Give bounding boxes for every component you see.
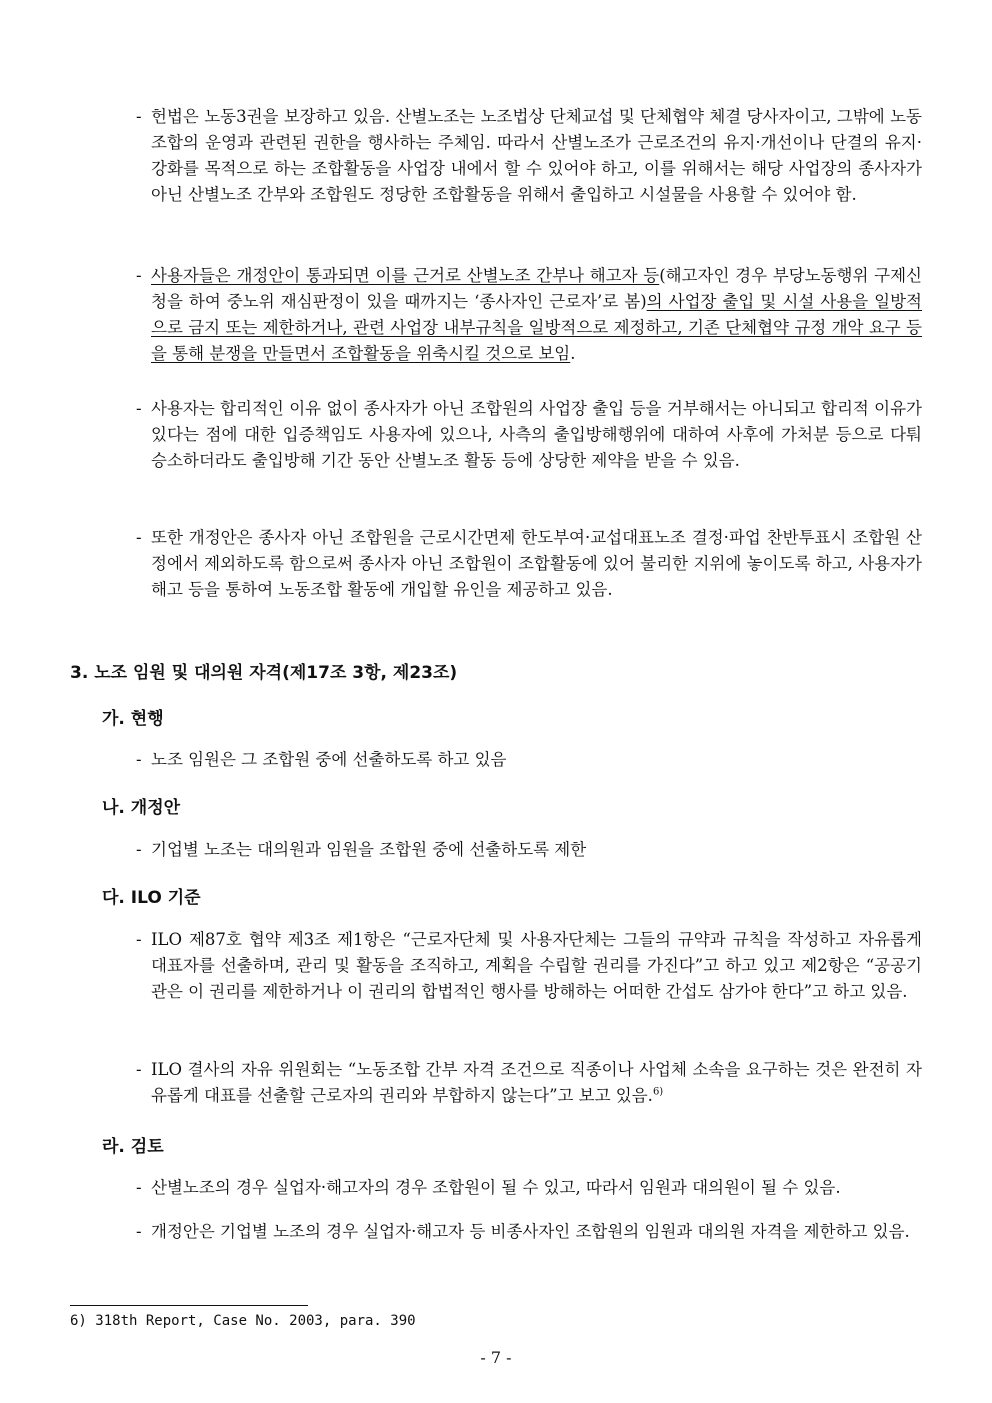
subheading-review: 라. 검토	[102, 1137, 164, 1157]
underlined-text: 의 사업장 출입 및 시설 사용을 일방적으로 금지 또는 제한하거나, 관련 사업장 내부규칙을 일방적으로 제정하고, 기존 단체협약 규정 개악 요구 등을 통해 분쟁을 만들면서 조합활동을 위축시킬 것으로 보임	[151, 292, 922, 363]
bullet-dash: -	[136, 266, 142, 285]
subheading-current: 가. 현행	[102, 709, 164, 729]
subheading-ilo: 다. ILO 기준	[102, 888, 201, 908]
bullet-dash: -	[136, 930, 142, 949]
bullet-dash: -	[136, 399, 142, 418]
current-bullet	[136, 747, 922, 773]
amendment-bullet	[136, 837, 922, 863]
footnote-divider	[70, 1305, 308, 1306]
bullet-dash: -	[136, 1222, 142, 1241]
paragraph-bullet-3	[136, 396, 922, 474]
section-heading: 3. 노조 임원 및 대의원 자격(제17조 3항, 제23조)	[70, 663, 458, 683]
bullet-text: 노조 임원은 그 조합원 중에 선출하도록 하고 있음	[151, 750, 507, 769]
review-bullet-1	[136, 1175, 922, 1201]
bullet-dash: -	[136, 1178, 142, 1197]
bullet-dash: -	[136, 107, 142, 126]
review-bullet-2	[136, 1219, 922, 1245]
page-number: - 7 -	[480, 1348, 512, 1367]
footnote: 6) 318th Report, Case No. 2003, para. 390	[70, 1313, 416, 1329]
bullet-text: 또한 개정안은 종사자 아닌 조합원을 근로시간면제 한도부여·교섭대표노조 결정·파업 찬반투표시 조합원 산정에서 제외하도록 함으로써 종사자 아닌 조합원이 조합활동에 있어 불리한 지위에 놓이도록 하고, 사용자가 해고 등을 통하여 노동조합 활동에 개입할 유인을 제공하고 있음.	[151, 528, 922, 599]
paragraph-bullet-4	[136, 525, 922, 603]
bullet-text: 사용자는 합리적인 이유 없이 종사자가 아닌 조합원의 사업장 출입 등을 거부해서는 아니되고 합리적 이유가 있다는 점에 대한 입증책임도 사용자에 있으나, 사측의 출입방해행위에 대하여 사후에 가처분 등으로 다퉈 승소하더라도 출입방해 기간 동안 산별노조 활동 등에 상당한 제약을 받을 수 있음.	[151, 399, 922, 470]
bullet-body: ILO 결사의 자유 위원회는 “노동조합 간부 자격 조건으로 직종이나 사업체 소속을 요구하는 것은 완전히 자유롭게 대표를 선출할 근로자의 권리와 부합하지 않는다”고 보고 있음.	[151, 1060, 922, 1105]
paragraph-bullet-2	[136, 263, 922, 367]
paragraph-bullet-1	[136, 104, 922, 208]
ilo-bullet-2	[136, 1057, 922, 1109]
bullet-text: 산별노조의 경우 실업자·해고자의 경우 조합원이 될 수 있고, 따라서 임원과 대의원이 될 수 있음.	[151, 1178, 841, 1197]
bullet-dash: -	[136, 750, 142, 769]
subheading-amendment: 나. 개정안	[102, 798, 181, 818]
bullet-text: ILO 제87호 협약 제3조 제1항은 “근로자단체 및 사용자단체는 그들의 규약과 규칙을 작성하고 자유롭게 대표자를 선출하며, 관리 및 활동을 조직하고, 계획을 수립할 권리를 가진다”고 하고 있고 제2항은 “공공기관은 이 권리를 제한하거나 이 권리의 합법적인 행사를 방해하는 어떠한 간섭도 삼가야 한다”고 하고 있음.	[151, 930, 922, 1001]
bullet-text	[136, 1057, 922, 1109]
bullet-text: 개정안은 기업별 노조의 경우 실업자·해고자 등 비종사자인 조합원의 임원과 대의원 자격을 제한하고 있음.	[151, 1222, 910, 1241]
parenthetical-text: (해고자인 경우 부당노동행위 구제신청을 하여 중노위 재심판정이 있을 때까지는 ‘종사자인 근로자’로 봄)	[151, 266, 922, 311]
bullet-text	[136, 263, 922, 367]
bullet-dash: -	[136, 528, 142, 547]
footnote-ref[interactable]: 6)	[652, 1086, 664, 1098]
bullet-text: 헌법은 노동3권을 보장하고 있음. 산별노조는 노조법상 단체교섭 및 단체협약 체결 당사자이고, 그밖에 노동조합의 운영과 관련된 권한을 행사하는 주체임. 따라서 산별노조가 근로조건의 유지·개선이나 단결의 유지·강화를 목적으로 하는 조합활동을 사업장 내에서 할 수 있어야 하고, 이를 위해서는 해당 사업장의 종사자가 아닌 산별노조 간부와 조합원도 정당한 조합활동을 위해서 출입하고 시설물을 사용할 수 있어야 함.	[151, 107, 922, 204]
bullet-dash: -	[136, 1060, 142, 1079]
underlined-text: 사용자들은 개정안이 통과되면 이를 근거로 산별노조 간부나 해고자 등	[151, 266, 660, 285]
bullet-text: 기업별 노조는 대의원과 임원을 조합원 중에 선출하도록 제한	[151, 840, 587, 859]
bullet-dash: -	[136, 840, 142, 859]
period-text: .	[570, 344, 576, 363]
ilo-bullet-1	[136, 927, 922, 1005]
